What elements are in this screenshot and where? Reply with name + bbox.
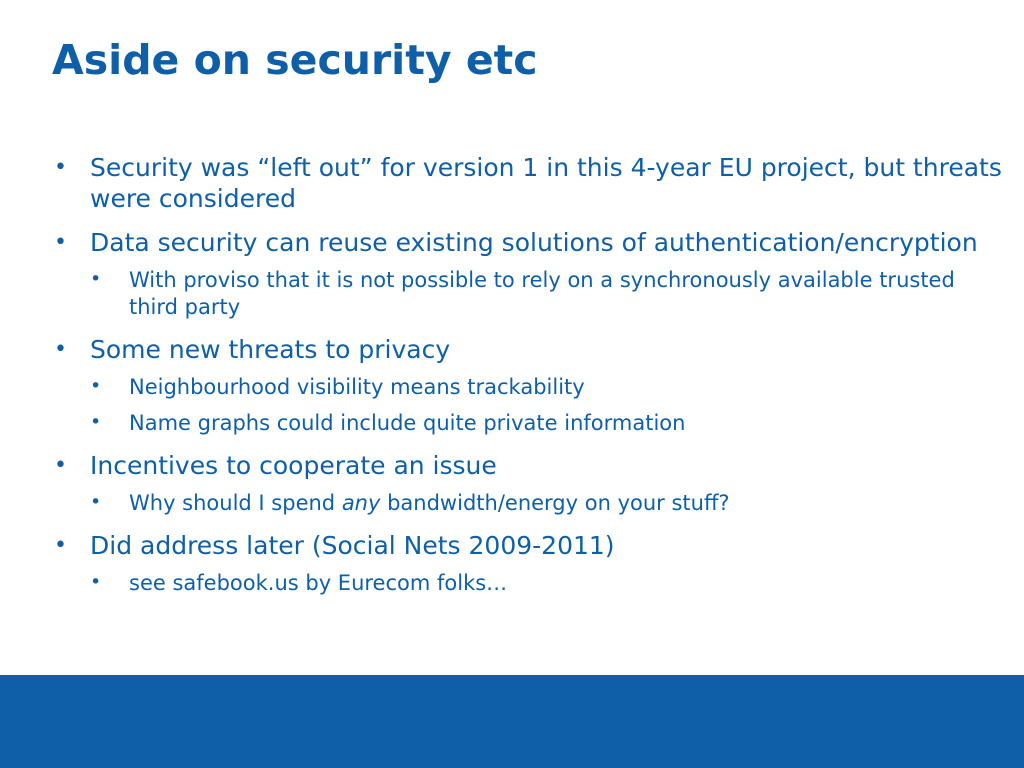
bullet-text: Data security can reuse existing solutions of authentication/encryption <box>90 228 978 257</box>
sub-bullet-text: With proviso that it is not possible to rely on a synchronously available trusted third party <box>129 268 955 319</box>
bullet-item <box>52 334 1002 365</box>
bullet-icon: • <box>54 155 67 180</box>
bullet-text: Some new threats to privacy <box>90 335 451 364</box>
bullet-icon: • <box>90 491 102 513</box>
sub-bullet-text <box>129 491 730 515</box>
sub-bullet-item <box>52 410 1002 437</box>
bullet-text: Incentives to cooperate an issue <box>90 451 497 480</box>
bullet-icon: • <box>54 533 67 558</box>
sub-bullet-text-pre: Why should I spend <box>129 491 342 515</box>
bullet-item <box>52 530 1002 561</box>
sub-bullet-item <box>52 374 1002 401</box>
bullet-icon: • <box>54 337 67 362</box>
bullet-text: Did address later (Social Nets 2009-2011) <box>90 531 615 560</box>
bullet-item <box>52 450 1002 481</box>
sub-bullet-item <box>52 267 1002 321</box>
bullet-item <box>52 227 1002 258</box>
bullet-icon: • <box>90 571 102 593</box>
sub-bullet-text: Name graphs could include quite private information <box>129 411 686 435</box>
slide-title: Aside on security etc <box>52 36 538 84</box>
bullet-icon: • <box>54 453 67 478</box>
bullet-item <box>52 152 1002 214</box>
bullet-icon: • <box>90 411 102 433</box>
bullet-icon: • <box>54 230 67 255</box>
sub-bullet-text: see safebook.us by Eurecom folks… <box>129 571 508 595</box>
sub-bullet-text-post: bandwidth/energy on your stuff? <box>380 491 730 515</box>
bullet-icon: • <box>90 375 102 397</box>
bullet-icon: • <box>90 268 102 290</box>
bullet-text: Security was “left out” for version 1 in this 4-year EU project, but threats were considered <box>90 153 1002 213</box>
bullet-list <box>52 152 1002 610</box>
sub-bullet-text: Neighbourhood visibility means trackability <box>129 375 585 399</box>
sub-bullet-item <box>52 490 1002 517</box>
footer-band <box>0 675 1024 768</box>
sub-bullet-item <box>52 570 1002 597</box>
emphasis-any: any <box>341 491 381 515</box>
